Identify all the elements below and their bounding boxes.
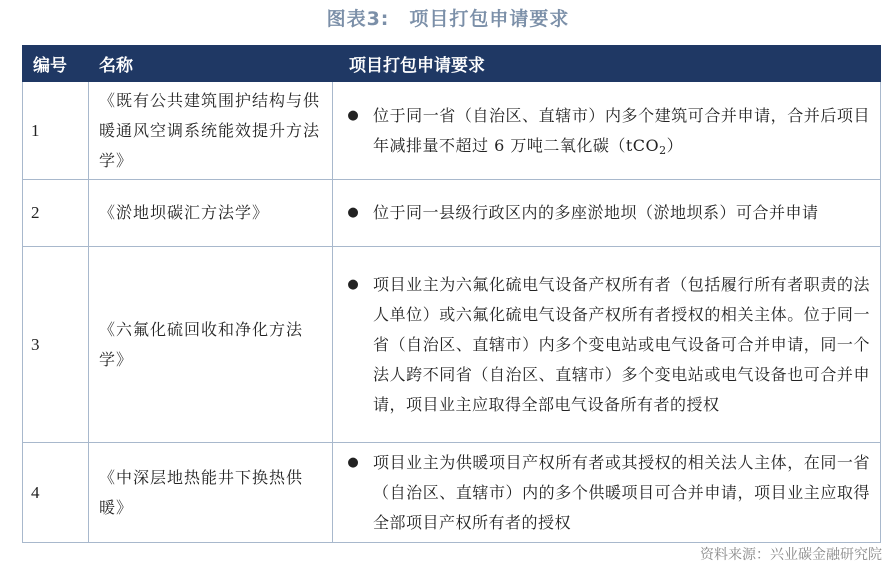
row-num: 1	[23, 82, 89, 180]
row-name: 《淤地坝碳汇方法学》	[89, 180, 333, 247]
row-requirement	[333, 247, 881, 443]
row-requirement	[333, 180, 881, 247]
row-requirement	[333, 443, 881, 543]
table-row	[23, 82, 881, 180]
row-num: 4	[23, 443, 89, 543]
requirement-text: 项目业主为供暖项目产权所有者或其授权的相关法人主体，在同一省（自治区、直辖市）内的多个供暖项目可合并申请，项目业主应取得全部项目产权所有者的授权	[373, 452, 870, 532]
requirements-table	[22, 45, 881, 543]
requirement-text: 项目业主为六氟化硫电气设备产权所有者（包括履行所有者职责的法人单位）或六氟化硫电气设备产权所有者授权的相关主体。位于同一省（自治区、直辖市）内多个变电站或电气设备可合并申请，同一个法人跨不同省（自治区、直辖市）多个变电站或电气设备也可合并申请，项目业主应取得全部电气设备所有者的授权	[373, 274, 870, 414]
bullet-icon: ●	[347, 276, 359, 292]
bullet-icon: ●	[347, 107, 359, 123]
header-name: 名称	[89, 46, 333, 82]
row-num: 3	[23, 247, 89, 443]
bullet-icon: ●	[347, 205, 359, 220]
table-row	[23, 247, 881, 443]
row-num: 2	[23, 180, 89, 247]
row-requirement	[333, 82, 881, 180]
table-row	[23, 443, 881, 543]
row-name: 《既有公共建筑围护结构与供暖通风空调系统能效提升方法学》	[89, 82, 333, 180]
row-name: 《中深层地热能井下换热供暖》	[89, 443, 333, 543]
header-num: 编号	[23, 46, 89, 82]
requirement-text: 位于同一省（自治区、直辖市）内多个建筑可合并申请，合并后项目年减排量不超过 6 万吨二氧化碳（tCO$_2$）	[373, 105, 870, 157]
header-requirements: 项目打包申请要求	[333, 46, 881, 82]
row-name: 《六氟化硫回收和净化方法学》	[89, 247, 333, 443]
source-note: 资料来源：兴业碳金融研究院	[700, 547, 882, 563]
bullet-icon: ●	[347, 454, 359, 470]
chart-title: 图表3: 项目打包申请要求	[326, 8, 570, 30]
requirement-text: 位于同一县级行政区内的多座淤地坝（淤地坝系）可合并申请	[373, 203, 819, 222]
table-header-row	[23, 46, 881, 82]
table-row	[23, 180, 881, 247]
